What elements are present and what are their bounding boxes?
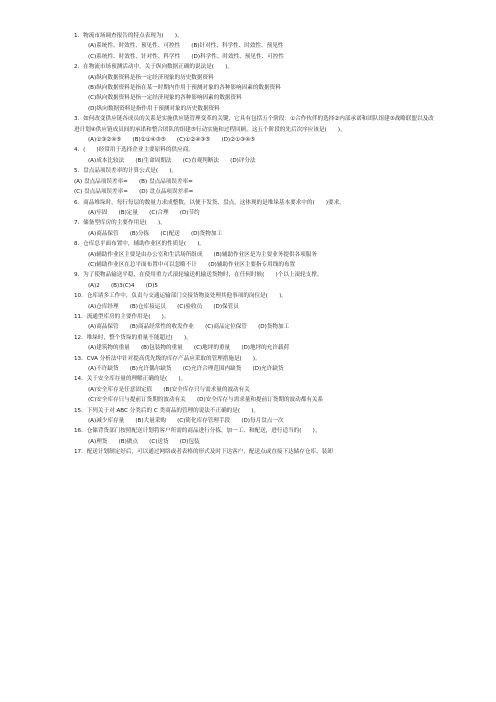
question-9 <box>74 270 438 291</box>
question-text: 7．储备型库房的主要作用是( )。 <box>74 220 166 227</box>
question-text: 11．流通型库房的主要作用是( )。 <box>74 313 170 320</box>
question-options: (C)辅助作业区在总平面布置中可以忽略不计 (D)辅助作业区主要指专用线的布置 <box>88 261 296 268</box>
question-8 <box>74 239 438 270</box>
question-options: (D)纵向数据资料是指作用于预测对象的历史数据资料 <box>88 105 220 112</box>
question-text: 2．在物流市场预测活动中，关于纵向数据正确的说法是( )。 <box>74 64 233 71</box>
question-text: 6．商品堆垛时，每行每层的数量力求成整数，以便于发货、盘点。这体现的是堆垛基本要求中的( )要求。 <box>74 199 345 206</box>
question-options: (A)成本比较法 (B)生命周期法 (C)直观判断法 (D)评分法 <box>88 157 256 164</box>
question-12 <box>74 333 438 354</box>
question-text: 15．下列关于对 ABC 分类后的 C 类商品的管理的说法不正确的是( )。 <box>74 407 260 414</box>
question-10 <box>74 291 438 312</box>
question-4 <box>74 145 438 166</box>
question-options: (A)商品保管 (B)分拣 (C)配送 (D)货物加工 <box>88 230 223 237</box>
question-17 <box>74 447 438 457</box>
question-options: (A)2 (B)3(C)4 (D)5 <box>88 282 158 289</box>
question-options: (C) 盘点品项误差率= (D) 盘点品项误差率= <box>74 189 194 196</box>
question-options: (A)纵向数据资料是指一定经济现象的历史数据资料 <box>88 74 214 81</box>
question-text: 1．物流市场调查报告的特点表现为( )。 <box>74 33 183 39</box>
question-options: (A)不许缺货 (B)允许偶尔缺货 (C)允许合理范围内缺货 (D)允许缺货 <box>88 366 284 372</box>
question-text: 13．CVA 分析法中针对提高优先级的库存产品应采取的管理措施是( )。 <box>74 355 261 362</box>
question-options: (C)纵向数据资料是指一定经济现象的各种影响因素的数据资料 <box>88 95 242 102</box>
question-options: (A)仓库经理 (B)仓库接运员 (C)验收员 (D)保管员 <box>88 303 239 310</box>
question-options: (A)①③②④⑤ (B)②①④③⑤ (C)①②④③⑤ (D)②①③④⑤ <box>88 137 256 144</box>
question-text: 16．仓储背货部门按照配送计划将客户所需的商品进行分拣，加一工、和配送，进行适当的( )。 <box>74 428 321 435</box>
question-2 <box>74 62 438 114</box>
question-options: (C)安全库存只与提前订货期的波动有关 (D)安全库存与需求量和提前订货期的波动都有关系 <box>88 397 324 404</box>
question-13 <box>74 354 438 375</box>
question-text: 9．为了使物品输送平稳，在使用重力式滚轮输送机输送货物时，在任何时候( )个以上滚轮支撑。 <box>74 272 323 279</box>
question-options: (A)理货 (B)做点 (C)送货 (D)包装 <box>88 438 200 445</box>
question-11 <box>74 312 438 333</box>
question-text: 10．仓库诸多工作中，负责与交通运输部门交接货物及处理其他事项的岗位是( )。 <box>74 293 287 300</box>
question-text: 14．关于安全库存量的理解正确的是( )。 <box>74 376 187 383</box>
question-options: (A)建筑物的重量 (B)包装物的重量 (C)地坪的重量 (D)地坪的允许载荷 <box>88 345 290 352</box>
question-5 <box>74 166 438 197</box>
question-text: 4．( )经常用于选择企业主要原料的供应商。 <box>74 147 194 154</box>
question-options: (A)安全库存是任意固定值 (B)安全库存只与需求量的波动有关 <box>88 386 250 393</box>
question-options: (A)系统性、时效性、预见性、可控性 (B)针对性、科学性、时效性、预见性 <box>88 43 284 50</box>
question-options: (A)商品保管 (B)商品经常性的收发作业 (C)商品定位保管 (D)货物加工 <box>88 324 290 331</box>
question-text: 17．配送计划制定好后，可以通过网络或者表格的形式及时下达客户，配送点或直接下达储存仓库、装卸 <box>74 449 333 456</box>
question-6 <box>74 198 438 219</box>
question-text: 12．堆垛时，整个货垛的重量不能超过( )。 <box>74 334 192 341</box>
question-options: (A)牢固 (B)定量 (C)合理 (D)节约 <box>88 209 200 216</box>
question-text: 8．仓库总平面布置中，辅助作业区的性质是( )。 <box>74 241 205 248</box>
question-15 <box>74 406 438 427</box>
question-text: 5．盘点品项误差率的计算公式是( )。 <box>74 168 178 175</box>
question-3 <box>74 114 438 145</box>
question-7 <box>74 218 438 239</box>
question-options: (C)系统性、时效性、针对性、科学性 (D)科学性、时效性、预见性、可控性 <box>88 53 284 60</box>
question-16 <box>74 426 438 447</box>
question-1 <box>74 31 438 62</box>
question-options: (A) 盘点品项误差率= (B) 盘点品项误差率= <box>74 178 193 185</box>
question-options: (A)减少库存量 (B)大量采购 (C)简化库存管理手段 (D)每月盘点一次 <box>88 418 284 425</box>
question-text: 3．如何改变供应链各成员的关系是实施供应链管理变革的关键，它具有包括五个阶段：①合作伙伴的选择②内部承诺和团队组建③战略联盟以及改进计划④供应链成员间的承诺和整合团队的组建⑤行动实施和过程回顾。这五个阶段的先后次序应该是( )。 <box>74 116 434 133</box>
question-14 <box>74 374 438 405</box>
question-options: (B)纵向数据资料是指在某一时期内作用于预测对象的各种影响因素的数据资料 <box>88 85 281 92</box>
question-options: (A)辅助作业区主要是由办公室和生活场所组成 (B)辅助作业区是为主要业务提供各项服务 <box>88 251 317 258</box>
